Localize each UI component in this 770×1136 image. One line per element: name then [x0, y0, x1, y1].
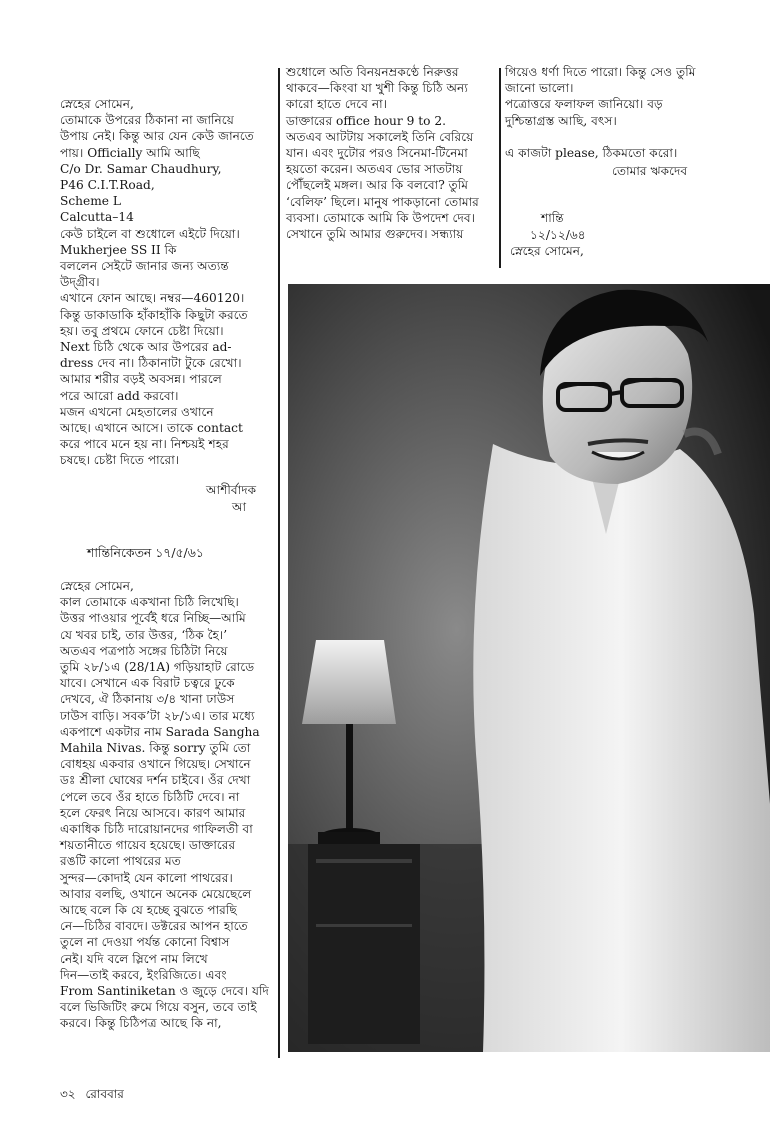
text-line: বলে ভিজিটিং রুমে গিয়ে বসুন, তবে তাই: [60, 1000, 257, 1015]
text-line: একাধিক চিঠি দারোয়ানদের গাফিলতী বা: [60, 822, 253, 837]
letter-2-text: [60, 578, 272, 1032]
text-line: স্নেহের সোমেন,: [60, 97, 134, 111]
text-line: উপায় নেই। কিন্তু আর যেন কেউ জানতে: [60, 129, 254, 144]
text-line: জানো ভালো।: [505, 81, 574, 96]
dateline-santiniketan: শান্তিনিকেতন ১৭/৫/৬১: [87, 545, 204, 560]
text-line: সেখানে তুমি আমার গুরুদেব। সন্ধ্যায়: [286, 227, 464, 242]
signature-initial: আ: [232, 500, 247, 514]
text-line: যান। এবং দুটোর পরও সিনেমা-টিনেমা: [286, 146, 468, 161]
text-line: উদ্গ্রীব।: [60, 275, 100, 290]
text-line: তুমি ২৮/১এ (28/1A) গড়িয়াহাট রোডে: [60, 660, 255, 675]
text-line: তুলে না দেওয়া পর্যন্ত কোনো বিশ্বাস: [60, 935, 230, 950]
text-line: হয়তো করেন। অতএব ভোর সাতটায়: [286, 162, 463, 177]
text-line: শয়তানীতে গায়েব হয়েছে। ডাক্তারের: [60, 838, 236, 853]
text-line: From Santiniketan ও জুড়ে দেবে। যদি: [60, 984, 269, 999]
text-line: যে খবর চাই, তার উত্তর, ‘ঠিক হৈ।’: [60, 627, 228, 642]
text-line: স্নেহের সোমেন,: [60, 579, 134, 593]
text-line: সুন্দর—কোদাই যেন কালো পাথরের।: [60, 870, 233, 885]
page-footer: [60, 1086, 124, 1106]
text-line: এখানে ফোন আছে। নম্বর—460120।: [60, 291, 245, 306]
magazine-name: রোববার: [85, 1087, 124, 1101]
text-line: Next চিঠি থেকে আর উপরের ad-: [60, 340, 232, 355]
text-line: করে পাবে মনে হয় না। নিশ্চয়ই শহর: [60, 437, 229, 452]
text-line: Mahila Nivas. কিন্তু sorry তুমি তো: [60, 741, 251, 756]
text-line: আবার বলছি, ওখানে অনেক মেয়েছেলে: [60, 886, 252, 901]
text-line: থাকবে—কিংবা যা খুশী কিন্তু চিঠি অন্য: [286, 81, 468, 96]
text-line: অতএব আটটায় সকালেই তিনি বেরিয়ে: [286, 129, 474, 144]
salutation-next-letter: স্নেহের সোমেন,: [510, 244, 584, 258]
text-line: কিন্তু ডাকাডাকি হাঁকাহাঁকি কিছুটা করতে: [60, 307, 248, 322]
text-line: ডাক্তারের office hour 9 to 2.: [286, 113, 446, 128]
text-line: আছে। এখানে আসে। তাকে contact: [60, 421, 243, 436]
letter-1-text: [60, 96, 272, 469]
text-line: হলে ফেরৎ নিয়ে আসবে। কারণ আমার: [60, 805, 246, 820]
text-line: করবে। কিন্তু চিঠিপত্র আছে কি না,: [60, 1016, 222, 1031]
text-line: কেউ চাইলে বা শুধোলে এইটে দিয়ো।: [60, 226, 240, 241]
text-line: রঙটি কালো পাথরের মত: [60, 854, 181, 869]
text-line: দেখবে, ঐ ঠিকানায় ৩/৪ খানা ঢাউস: [60, 692, 235, 707]
text-line: একপাশে একটার নাম Sarada Sangha: [60, 724, 260, 739]
text-line: শুধোলে অতি বিনয়নম্রকণ্ঠে নিরুত্তর: [286, 65, 459, 79]
page-number: ৩২: [60, 1087, 76, 1101]
text-line: চষছে। চেষ্টা দিতে পারো।: [60, 453, 180, 468]
text-line: Mukherjee SS II কি: [60, 242, 177, 257]
text-line: Calcutta–14: [60, 210, 134, 225]
text-line: বোধহয় একবার ওখানে গিয়েছ। সেখানে: [60, 757, 251, 772]
closing-rikdev: তোমার ঋকদেব: [612, 164, 688, 178]
text-line: বললেন সেইটে জানার জন্য অত্যন্ত: [60, 259, 229, 274]
portrait-photo: [288, 284, 770, 1052]
right-column-text: [505, 64, 735, 161]
text-line: ব্যবসা। তোমাকে আমি কি উপদেশ দেব।: [286, 210, 476, 225]
text-line: আমার শরীর বড়ই অবসন্ন। পারলে: [60, 372, 222, 387]
bedside-cabinet: [308, 844, 420, 1044]
text-line: মজন এখনো মেহতালের ওখানে: [60, 404, 214, 419]
text-line: পায়। Officially আমি আছি: [60, 145, 200, 160]
text-line: এ কাজটা please, ঠিকমতো করো।: [505, 145, 678, 160]
text-line: dress দেব না। ঠিকানাটা টুকে রেখো।: [60, 356, 242, 371]
letter-date: ১২/১২/৬৪: [530, 228, 586, 242]
text-line: আছে বলে কি যে হচ্ছে বুঝতে পারছি: [60, 903, 237, 918]
signature-ashirbadak: আশীর্বাদক: [206, 483, 257, 497]
text-line: [505, 129, 735, 145]
text-line: C/o Dr. Samar Chaudhury,: [60, 161, 222, 176]
text-line: পৌঁছলেই মঙ্গল। আর কি বলবো? তুমি: [286, 178, 469, 193]
text-line: P46 C.I.T.Road,: [60, 178, 155, 193]
text-line: পত্রোত্তরে ফলাফল জানিয়ো। বড়: [505, 97, 663, 112]
text-line: ডঃ শ্রীলা ঘোষের দর্শন চাইবে। ওঁর দেখা: [60, 773, 251, 788]
text-line: উত্তর পাওয়ার পূর্বেই ধরে নিচ্ছি—আমি: [60, 611, 246, 626]
text-line: অতএব পত্রপাঠ সঙ্গের চিঠিটা নিয়ে: [60, 643, 228, 658]
column-rule-left: [278, 68, 280, 1058]
text-line: নেই। যদি বলে স্লিপে নাম লিখে: [60, 951, 208, 966]
text-line: পেলে তবে ওঁর হাতে চিঠিটি দেবে। না: [60, 789, 240, 804]
middle-column-text: [286, 64, 498, 242]
text-line: দুশ্চিন্তাগ্রস্ত আছি, বৎস।: [505, 113, 617, 128]
text-line: হয়। তবু প্রথমে ফোনে চেষ্টা দিয়ো।: [60, 323, 224, 338]
text-line: Scheme L: [60, 194, 121, 209]
text-line: গিয়েও ধর্ণা দিতে পারো। কিন্তু সেও তুমি: [505, 65, 696, 79]
signature-shanti: শান্তি: [541, 211, 564, 225]
text-line: নে—চিঠির বাবদে। ডক্টরের আপন হাতে: [60, 919, 248, 934]
text-line: পরে আরো add করবো।: [60, 388, 179, 403]
text-line: তোমাকে উপরের ঠিকানা না জানিয়ে: [60, 113, 234, 128]
text-line: ‘বেলিফ’ ছিলে। মানুষ পাকড়ানো তোমার: [286, 194, 479, 209]
text-line: দিন—তাই করবে, ইংরিজিতে। এবং: [60, 967, 227, 982]
text-line: কাল তোমাকে একখানা চিঠি লিখেছি।: [60, 595, 239, 610]
text-line: কারো হাতে দেবে না।: [286, 97, 387, 112]
column-rule-right: [499, 68, 501, 268]
text-line: ঢাউস বাড়ি। সবক’টা ২৮/১এ। তার মধ্যে: [60, 708, 255, 723]
text-line: যাবে। সেখানে এক বিরাট চত্বরে ঢুকে: [60, 676, 235, 691]
